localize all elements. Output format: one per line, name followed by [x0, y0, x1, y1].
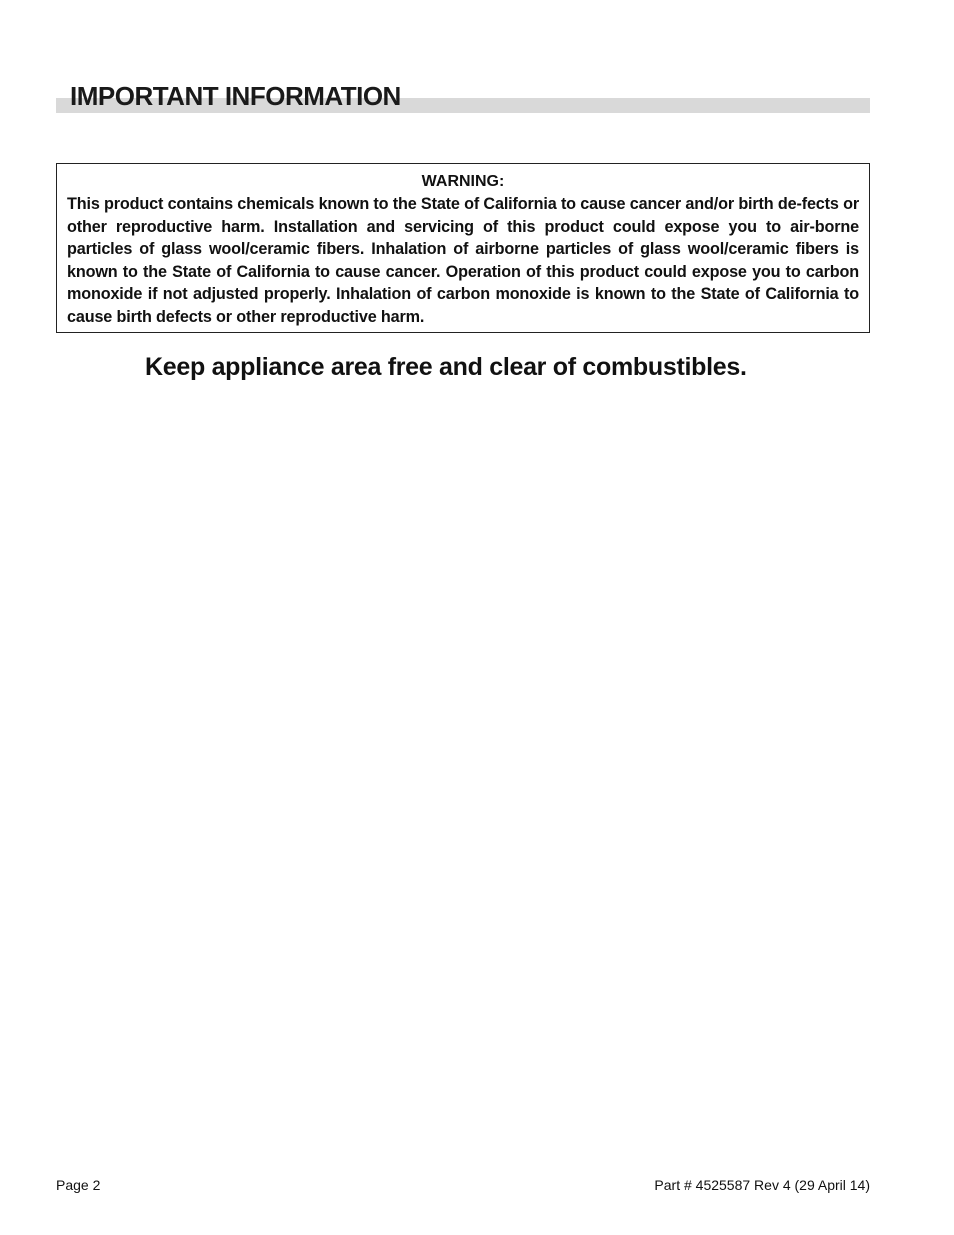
section-header: [56, 80, 870, 114]
combustibles-notice: Keep appliance area free and clear of combustibles.: [145, 353, 747, 381]
page-number: Page 2: [56, 1177, 101, 1193]
part-number: Part # 4525587 Rev 4 (29 April 14): [654, 1177, 870, 1193]
warning-title: WARNING:: [421, 173, 505, 190]
warning-text: This product contains chemicals known to the State of California to cause cancer and/or birth de-fects or other reproductive harm. Installation and servicing of this product could expose you to air-borne particles of glass wool/ceramic fibers. Inhalation of airborne particles of glass wool/ceramic fibers is known to the State of California to cause cancer. Operation of this product could expose you to carbon monoxide if not adjusted properly. Inhalation of carbon monoxide is known to the State of California to cause birth defects or other reproductive harm.: [67, 195, 859, 326]
section-title: IMPORTANT INFORMATION: [70, 81, 401, 111]
warning-box: [56, 163, 870, 333]
